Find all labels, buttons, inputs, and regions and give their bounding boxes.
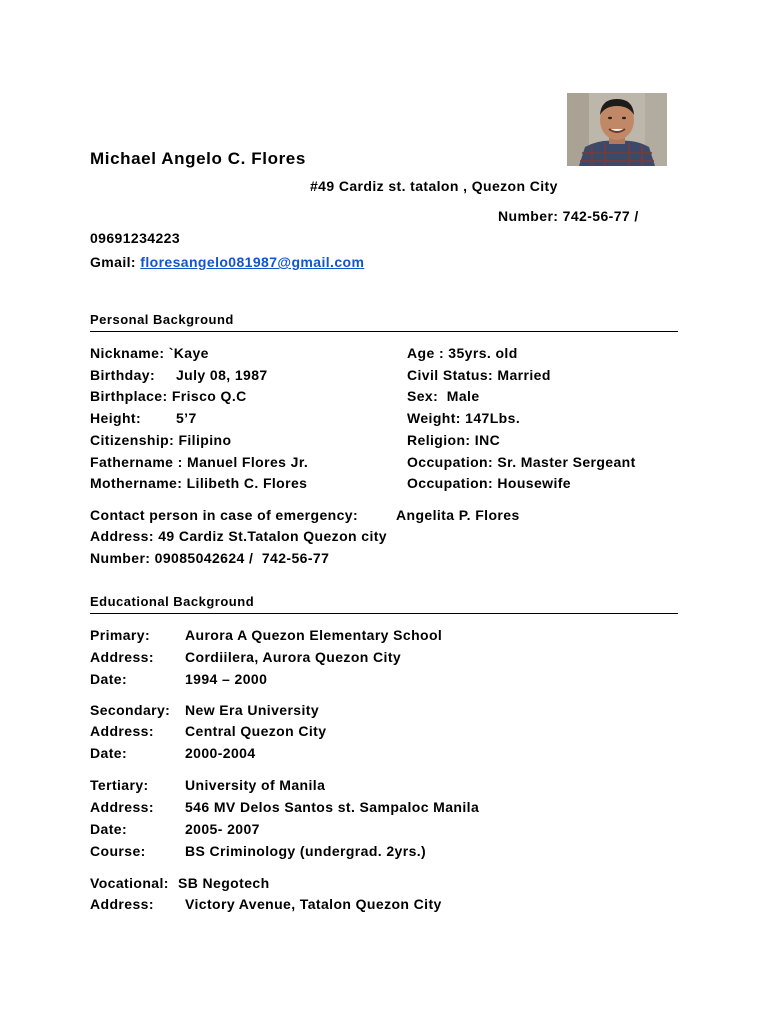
- field-label: Fathername :: [90, 454, 183, 470]
- field-nickname: [90, 345, 209, 361]
- edu-secondary-address: [90, 723, 326, 739]
- field-value: Manuel Flores Jr.: [187, 454, 309, 470]
- field-label: Nickname:: [90, 345, 165, 361]
- edu-vocational-address: [90, 896, 442, 912]
- field-value: 09085042624 / 742-56-77: [154, 550, 330, 566]
- profile-photo: [567, 93, 667, 166]
- emergency-address: [90, 528, 387, 544]
- field-value: Lilibeth C. Flores: [186, 475, 308, 491]
- field-fathername: [90, 454, 308, 470]
- gmail-label: Gmail:: [90, 254, 136, 270]
- field-value: 5’7: [176, 410, 197, 426]
- field-label: Course:: [90, 843, 146, 859]
- edu-tertiary-address: [90, 799, 479, 815]
- gmail-line: [90, 254, 364, 270]
- field-civil-status: [407, 367, 551, 383]
- field-value: University of Manila: [185, 777, 326, 793]
- field-label: Date:: [90, 821, 128, 837]
- field-father-occupation: [407, 454, 636, 470]
- field-value: 546 MV Delos Santos st. Sampaloc Manila: [185, 799, 480, 815]
- edu-primary-address: [90, 649, 401, 665]
- field-value: New Era University: [185, 702, 320, 718]
- field-label: Weight:: [407, 410, 461, 426]
- field-label: Occupation:: [407, 475, 494, 491]
- field-label: Number:: [90, 550, 151, 566]
- field-value: 49 Cardiz St.Tatalon Quezon city: [158, 528, 387, 544]
- field-value: Housewife: [497, 475, 571, 491]
- home-address: #49 Cardiz st. tatalon , Quezon City: [310, 178, 558, 194]
- field-value: Sr. Master Sergeant: [497, 454, 636, 470]
- field-label: Vocational:: [90, 875, 169, 891]
- field-label: Religion:: [407, 432, 471, 448]
- field-label: Birthday:: [90, 367, 156, 383]
- field-label: Contact person in case of emergency:: [90, 507, 359, 523]
- section-title-education: Educational Background: [90, 594, 255, 609]
- field-label: Date:: [90, 745, 128, 761]
- edu-secondary-date: [90, 745, 256, 761]
- field-value: July 08, 1987: [176, 367, 268, 383]
- field-label: Address:: [90, 723, 154, 739]
- field-value: Male: [446, 388, 480, 404]
- field-label: Occupation:: [407, 454, 494, 470]
- section-title-personal: Personal Background: [90, 312, 234, 327]
- field-value: 147Lbs.: [465, 410, 521, 426]
- field-value: Central Quezon City: [185, 723, 327, 739]
- field-birthplace: [90, 388, 247, 404]
- phone-label: Number:: [498, 208, 559, 224]
- section-divider: [90, 331, 678, 332]
- field-value: Cordiilera, Aurora Quezon City: [185, 649, 402, 665]
- field-label: Address:: [90, 649, 154, 665]
- field-weight: [407, 410, 520, 426]
- edu-secondary-school: [90, 702, 319, 718]
- field-value: Angelita P. Flores: [396, 507, 520, 523]
- field-birthday: [90, 367, 268, 383]
- field-mothername: [90, 475, 307, 491]
- edu-vocational-school: [90, 875, 270, 891]
- field-sex: [407, 388, 480, 404]
- field-value: Aurora A Quezon Elementary School: [185, 627, 443, 643]
- field-citizenship: [90, 432, 231, 448]
- field-value: Frisco Q.C: [171, 388, 247, 404]
- edu-primary-date: [90, 671, 267, 687]
- edu-primary-school: [90, 627, 442, 643]
- field-value: 2000-2004: [185, 745, 256, 761]
- field-label: Age :: [407, 345, 444, 361]
- field-label: Birthplace:: [90, 388, 168, 404]
- field-label: Secondary:: [90, 702, 171, 718]
- field-age: [407, 345, 518, 361]
- edu-tertiary-course: [90, 843, 426, 859]
- field-label: Sex:: [407, 388, 439, 404]
- field-label: Height:: [90, 410, 142, 426]
- field-label: Tertiary:: [90, 777, 149, 793]
- field-value: 1994 – 2000: [185, 671, 268, 687]
- field-religion: [407, 432, 500, 448]
- emergency-number: [90, 550, 329, 566]
- field-value: Victory Avenue, Tatalon Quezon City: [185, 896, 442, 912]
- field-value: 35yrs. old: [448, 345, 518, 361]
- field-value: `Kaye: [168, 345, 209, 361]
- applicant-name: Michael Angelo C. Flores: [90, 149, 306, 168]
- field-height: [90, 410, 197, 426]
- field-value: Married: [497, 367, 551, 383]
- field-label: Primary:: [90, 627, 151, 643]
- field-value: SB Negotech: [178, 875, 270, 891]
- edu-tertiary-school: [90, 777, 325, 793]
- field-mother-occupation: [407, 475, 571, 491]
- field-label: Address:: [90, 528, 154, 544]
- emergency-contact: [90, 507, 520, 523]
- field-label: Date:: [90, 671, 128, 687]
- field-value: BS Criminology (undergrad. 2yrs.): [185, 843, 427, 859]
- edu-tertiary-date: [90, 821, 260, 837]
- field-value: INC: [474, 432, 501, 448]
- field-label: Citizenship:: [90, 432, 175, 448]
- field-value: Filipino: [178, 432, 232, 448]
- phone-value: 742-56-77 /: [562, 208, 639, 224]
- field-label: Civil Status:: [407, 367, 494, 383]
- gmail-link[interactable]: floresangelo081987@gmail.com: [140, 254, 365, 270]
- section-divider: [90, 613, 678, 614]
- phone-line: [498, 208, 639, 224]
- mobile-number: 09691234223: [90, 230, 181, 246]
- field-label: Address:: [90, 799, 154, 815]
- field-value: 2005- 2007: [185, 821, 260, 837]
- field-label: Mothername:: [90, 475, 183, 491]
- field-label: Address:: [90, 896, 154, 912]
